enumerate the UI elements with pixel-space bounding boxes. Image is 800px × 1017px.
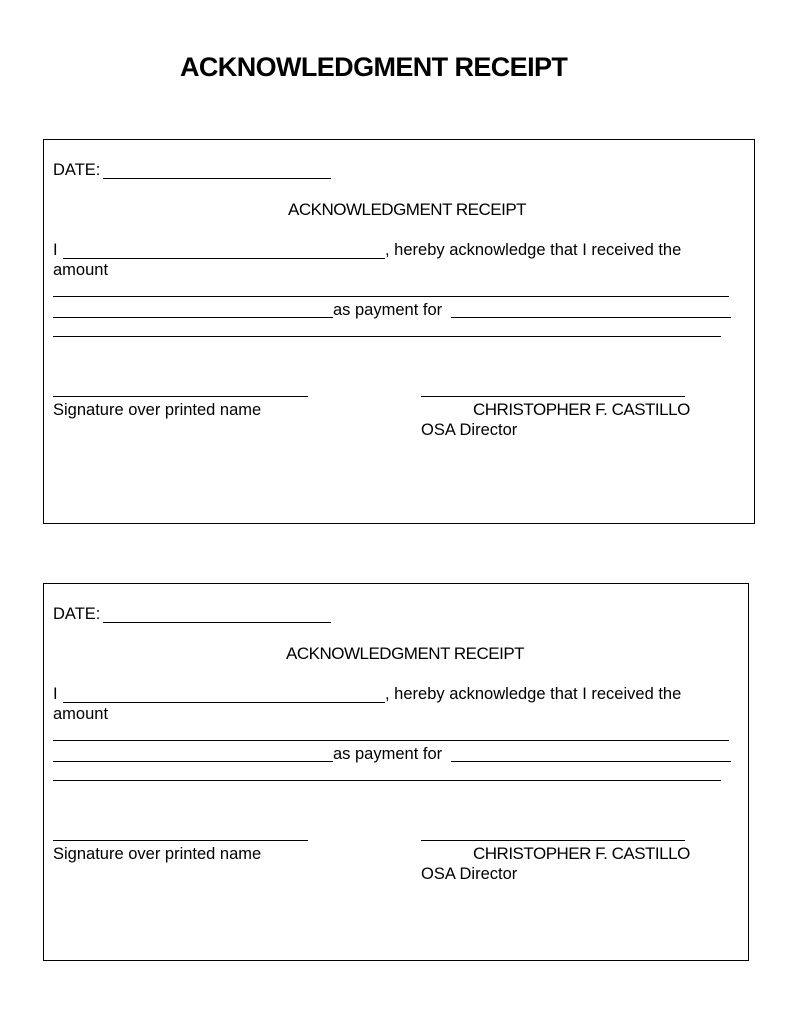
receipt-heading: ACKNOWLEDGMENT RECEIPT [286, 644, 525, 663]
amount-label: amount [53, 261, 109, 279]
director-signature-line [421, 840, 685, 841]
name-field[interactable] [63, 258, 385, 259]
receipt-heading: ACKNOWLEDGMENT RECEIPT [288, 200, 527, 219]
payment-for-field[interactable] [451, 317, 731, 318]
date-label: DATE: [53, 605, 101, 623]
amount-field[interactable] [53, 740, 729, 741]
payment-for-field-continued[interactable] [53, 336, 721, 337]
signature-field[interactable] [53, 840, 308, 841]
director-name: CHRISTOPHER F. CASTILLO [473, 400, 690, 419]
receipt-form [43, 139, 755, 524]
director-title: OSA Director [421, 865, 518, 883]
i-label: I [53, 241, 58, 259]
director-signature-line [421, 396, 685, 397]
name-field[interactable] [63, 702, 385, 703]
receipt-form [43, 583, 749, 961]
amount-field[interactable] [53, 296, 729, 297]
payment-for-field-continued[interactable] [53, 780, 721, 781]
signature-label: Signature over printed name [53, 845, 262, 863]
signature-label: Signature over printed name [53, 401, 262, 419]
director-name: CHRISTOPHER F. CASTILLO [473, 844, 690, 863]
amount-field-continued[interactable] [53, 317, 333, 318]
i-label: I [53, 685, 58, 703]
date-field[interactable] [103, 622, 331, 623]
payment-label: as payment for [333, 301, 443, 319]
amount-label: amount [53, 705, 109, 723]
acknowledge-text: , hereby acknowledge that I received the [385, 241, 682, 259]
signature-field[interactable] [53, 396, 308, 397]
date-label: DATE: [53, 161, 101, 179]
payment-for-field[interactable] [451, 761, 731, 762]
amount-field-continued[interactable] [53, 761, 333, 762]
date-field[interactable] [103, 178, 331, 179]
acknowledge-text: , hereby acknowledge that I received the [385, 685, 682, 703]
director-title: OSA Director [421, 421, 518, 439]
payment-label: as payment for [333, 745, 443, 763]
page-title: ACKNOWLEDGMENT RECEIPT [180, 52, 568, 82]
